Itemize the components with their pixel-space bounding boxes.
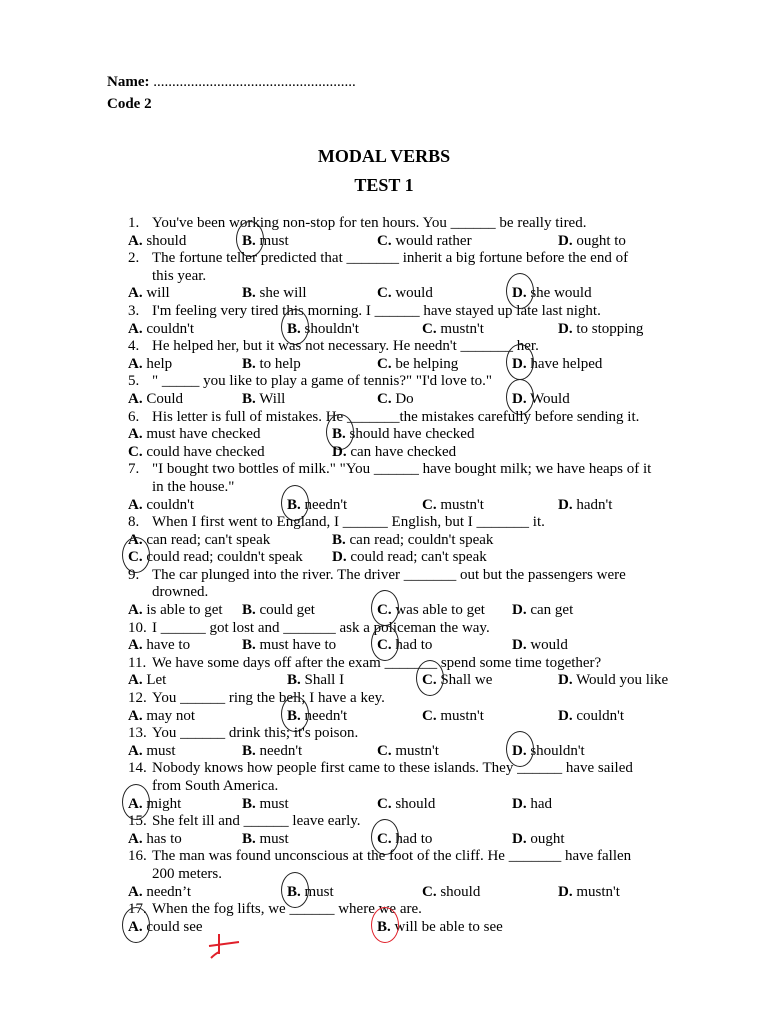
option-letter: C. (377, 830, 392, 847)
option-letter: B. (377, 918, 391, 935)
question-text: 200 meters. (152, 865, 222, 882)
option-letter: C. (422, 496, 437, 513)
option-letter: B. (242, 602, 256, 619)
option-letter: D. (512, 285, 527, 302)
option-text: should have checked (345, 426, 475, 443)
answer-option[interactable] (512, 391, 570, 409)
option-letter: C. (377, 602, 392, 619)
option-letter: D. (332, 549, 347, 566)
option-letter: D. (512, 390, 527, 407)
answer-options-row (0, 356, 768, 374)
question-number: 6. (128, 408, 140, 425)
option-text: needn’t (142, 883, 192, 900)
answer-option[interactable] (377, 233, 472, 251)
answer-option[interactable] (512, 831, 565, 849)
answer-options-row (0, 549, 768, 567)
answer-option[interactable] (512, 796, 552, 814)
option-letter: A. (128, 496, 143, 513)
answer-option[interactable] (128, 637, 190, 655)
question-number: 14. (128, 760, 147, 777)
question-number: 17. (128, 901, 147, 918)
option-text: needn't (255, 742, 303, 759)
answer-options-row (0, 285, 768, 303)
question-number: 11. (128, 654, 147, 671)
answer-option[interactable] (332, 426, 474, 444)
option-text: mustn't (436, 496, 484, 513)
option-letter: A. (128, 232, 143, 249)
answer-option[interactable] (128, 884, 191, 902)
option-letter: B. (287, 883, 301, 900)
option-letter: D. (558, 672, 573, 689)
option-letter: B. (242, 637, 256, 654)
question-text: I ______ got lost and _______ ask a policeman the way. (152, 619, 490, 636)
question-text: His letter is full of mistakes. He _______the mistakes carefully before sending it. (152, 408, 640, 425)
option-letter: B. (242, 285, 256, 302)
answer-option[interactable] (332, 532, 493, 550)
answer-option[interactable] (558, 321, 643, 339)
option-text: must have to (255, 637, 337, 654)
option-letter: D. (558, 707, 573, 724)
question-line (0, 338, 768, 356)
option-text: might (142, 795, 182, 812)
option-letter: A. (128, 320, 143, 337)
question-number: 4. (128, 338, 140, 355)
option-text: will (142, 285, 170, 302)
option-text: to help (255, 355, 301, 372)
question-text: He helped her, but it was not necessary. He needn't _______ her. (152, 338, 539, 355)
option-text: would rather (391, 232, 472, 249)
option-letter: B. (242, 355, 256, 372)
answer-options-row (0, 708, 768, 726)
answer-option[interactable] (377, 602, 485, 620)
answer-option[interactable] (422, 497, 484, 515)
option-letter: C. (377, 355, 392, 372)
option-text: Shall we (436, 672, 493, 689)
option-text: Shall I (300, 672, 345, 689)
option-text: Let (142, 672, 167, 689)
option-letter: C. (377, 232, 392, 249)
question-number: 12. (128, 690, 147, 707)
option-letter: A. (128, 531, 143, 548)
question-line-continued (0, 778, 768, 796)
option-text: ought to (572, 232, 626, 249)
option-letter: B. (332, 531, 346, 548)
question-line (0, 760, 768, 778)
option-letter: D. (332, 443, 347, 460)
option-text: shouldn't (526, 742, 585, 759)
answer-options-row (0, 919, 768, 937)
option-text: help (142, 355, 173, 372)
answer-option[interactable] (422, 708, 484, 726)
option-text: shouldn't (300, 320, 359, 337)
answer-option[interactable] (377, 831, 432, 849)
option-text: should (391, 795, 436, 812)
answer-option[interactable] (377, 796, 435, 814)
option-text: Do (391, 390, 414, 407)
option-letter: A. (128, 602, 143, 619)
answer-option[interactable] (128, 321, 194, 339)
answer-option[interactable] (128, 532, 270, 550)
option-text: needn't (300, 496, 348, 513)
option-letter: C. (128, 443, 143, 460)
option-text: she would (526, 285, 592, 302)
answer-option[interactable] (512, 637, 568, 655)
answer-option[interactable] (128, 285, 170, 303)
answer-option[interactable] (128, 796, 181, 814)
option-letter: B. (332, 426, 346, 443)
option-letter: C. (377, 285, 392, 302)
answer-option[interactable] (558, 884, 620, 902)
option-text: must (142, 742, 176, 759)
code-label: Code 2 (107, 96, 152, 112)
option-text: should (142, 232, 187, 249)
question-number: 5. (128, 373, 140, 390)
option-letter: D. (512, 355, 527, 372)
option-letter: C. (422, 883, 437, 900)
option-letter: A. (128, 285, 143, 302)
option-text: can have checked (346, 443, 457, 460)
question-text: " _____ you like to play a game of tennis?" "I'd love to." (152, 373, 493, 390)
option-letter: A. (128, 426, 143, 443)
option-text: have to (142, 637, 191, 654)
answer-option[interactable] (332, 549, 487, 567)
option-letter: A. (128, 707, 143, 724)
option-letter: A. (128, 795, 143, 812)
answer-option[interactable] (512, 602, 573, 620)
answer-option[interactable] (287, 321, 359, 339)
option-letter: D. (558, 496, 573, 513)
question-text: Nobody knows how people first came to these islands. They ______ have sailed (152, 760, 633, 777)
question-line (0, 690, 768, 708)
answer-option[interactable] (377, 391, 414, 409)
question-line (0, 725, 768, 743)
question-number: 9. (128, 566, 140, 583)
question-text: You ______ drink this; it's poison. (152, 725, 359, 742)
option-text: Would you like (572, 672, 669, 689)
question-line (0, 373, 768, 391)
option-text: have helped (526, 355, 603, 372)
answer-options-row (0, 532, 768, 550)
answer-option[interactable] (512, 356, 602, 374)
answer-option[interactable] (422, 321, 484, 339)
question-text: You ______ ring the bell; I have a key. (152, 690, 385, 707)
answer-option[interactable] (128, 549, 303, 567)
answer-options-row (0, 497, 768, 515)
option-text: had to (391, 830, 433, 847)
question-text: in the house." (152, 478, 235, 495)
answer-option[interactable] (377, 743, 439, 761)
option-letter: D. (512, 795, 527, 812)
answer-option[interactable] (422, 672, 492, 690)
question-text: You've been working non-stop for ten hours. You ______ be really tired. (152, 215, 587, 231)
question-text: The car plunged into the river. The driver _______ out but the passengers were (152, 566, 626, 583)
answer-option[interactable] (377, 637, 432, 655)
answer-options-row (0, 444, 768, 462)
option-letter: C. (422, 672, 437, 689)
option-letter: A. (128, 918, 143, 935)
answer-option[interactable] (128, 743, 176, 761)
option-letter: D. (512, 830, 527, 847)
option-text: be helping (391, 355, 459, 372)
option-letter: C. (377, 742, 392, 759)
question-line (0, 813, 768, 831)
question-number: 16. (128, 848, 147, 865)
answer-option[interactable] (128, 708, 195, 726)
question-number: 7. (128, 461, 140, 478)
question-text: drowned. (152, 584, 209, 601)
option-text: has to (142, 830, 182, 847)
answer-option[interactable] (558, 672, 668, 690)
question-text: I'm feeling very tired this morning. I ______ have stayed up late last night. (152, 302, 601, 319)
question-text: from South America. (152, 778, 279, 794)
question-line-continued (0, 584, 768, 602)
question-number: 2. (128, 250, 140, 267)
option-text: would (526, 637, 568, 654)
question-number: 3. (128, 302, 140, 319)
answer-option[interactable] (242, 356, 301, 374)
option-text: had (526, 795, 553, 812)
question-text: "I bought two bottles of milk." "You ______ have bought milk; we have heaps of it (152, 461, 652, 478)
option-text: can read; couldn't speak (345, 531, 494, 548)
question-line (0, 461, 768, 479)
option-text: ought (526, 830, 565, 847)
option-text: she will (255, 285, 307, 302)
answer-options-row (0, 233, 768, 251)
option-letter: C. (377, 795, 392, 812)
answer-option[interactable] (128, 497, 194, 515)
answer-option[interactable] (287, 672, 344, 690)
option-text: must have checked (142, 426, 261, 443)
option-letter: D. (558, 883, 573, 900)
question-line (0, 620, 768, 638)
option-text: must (255, 795, 289, 812)
question-text: When the fog lifts, we ______ where we are. (152, 901, 422, 918)
question-line (0, 655, 768, 673)
option-letter: C. (422, 707, 437, 724)
answer-options-row (0, 796, 768, 814)
option-letter: A. (128, 830, 143, 847)
answer-options-row (0, 672, 768, 690)
question-line (0, 215, 768, 233)
answer-option[interactable] (128, 356, 172, 374)
question-text: When I first went to England, I ______ English, but I _______ it. (152, 514, 545, 531)
option-letter: A. (128, 883, 143, 900)
option-text: can get (526, 602, 574, 619)
name-label: Name: (107, 74, 150, 90)
option-text: could read; couldn't speak (142, 549, 303, 566)
question-text: The man was found unconscious at the foot of the cliff. He _______ have fallen (152, 848, 632, 865)
answer-option[interactable] (242, 796, 289, 814)
option-letter: A. (128, 355, 143, 372)
question-line (0, 409, 768, 427)
option-text: had to (391, 637, 433, 654)
question-line-continued (0, 479, 768, 497)
option-text: may not (142, 707, 196, 724)
answer-option[interactable] (558, 233, 626, 251)
option-text: will be able to see (390, 918, 503, 935)
option-text: mustn't (391, 742, 439, 759)
option-text: mustn't (572, 883, 620, 900)
answer-option[interactable] (242, 743, 302, 761)
answer-option[interactable] (512, 743, 585, 761)
option-letter: A. (128, 742, 143, 759)
answer-option[interactable] (242, 831, 289, 849)
option-text: must (255, 830, 289, 847)
option-letter: B. (242, 742, 256, 759)
option-text: could see (142, 918, 203, 935)
answer-option[interactable] (242, 602, 315, 620)
question-line (0, 848, 768, 866)
option-letter: B. (242, 232, 256, 249)
option-letter: D. (512, 742, 527, 759)
answer-option[interactable] (377, 919, 503, 937)
question-text: The fortune teller predicted that _______ inherit a big fortune before the end of (152, 250, 629, 267)
option-text: mustn't (436, 707, 484, 724)
option-text: couldn't (572, 707, 625, 724)
option-letter: A. (128, 390, 143, 407)
answer-option[interactable] (128, 672, 166, 690)
question-list (0, 215, 768, 936)
name-dots: ...................................................... (153, 74, 356, 90)
option-letter: C. (377, 637, 392, 654)
answer-option[interactable] (242, 285, 307, 303)
question-number: 1. (128, 215, 140, 231)
option-letter: C. (422, 320, 437, 337)
option-text: could read; can't speak (346, 549, 487, 566)
answer-option[interactable] (377, 356, 458, 374)
question-line-continued (0, 268, 768, 286)
question-text: We have some days off after the exam _______ spend some time together? (152, 654, 602, 671)
question-line (0, 901, 768, 919)
question-number: 13. (128, 725, 147, 742)
option-text: could have checked (142, 443, 265, 460)
answer-options-row (0, 321, 768, 339)
answer-option[interactable] (287, 884, 334, 902)
answer-option[interactable] (558, 708, 624, 726)
option-text: Will (255, 390, 286, 407)
name-line (107, 74, 356, 91)
question-line-continued (0, 866, 768, 884)
question-number: 8. (128, 514, 140, 531)
option-text: couldn't (142, 496, 195, 513)
option-letter: D. (512, 602, 527, 619)
question-line (0, 250, 768, 268)
option-text: can read; can't speak (142, 531, 271, 548)
option-letter: A. (128, 637, 143, 654)
answer-options-row (0, 426, 768, 444)
answer-option[interactable] (128, 831, 182, 849)
option-letter: B. (287, 672, 301, 689)
option-text: mustn't (436, 320, 484, 337)
option-letter: B. (287, 707, 301, 724)
answer-option[interactable] (287, 497, 347, 515)
answer-option[interactable] (128, 602, 223, 620)
answer-option[interactable] (422, 884, 480, 902)
test-title: MODAL VERBS (317, 146, 451, 166)
answer-options-row (0, 743, 768, 761)
option-text: is able to get (142, 602, 223, 619)
answer-option[interactable] (242, 391, 285, 409)
option-letter: B. (242, 830, 256, 847)
question-text: this year. (152, 267, 207, 284)
question-number: 10. (128, 619, 147, 636)
option-letter: A. (128, 672, 143, 689)
option-letter: C. (377, 390, 392, 407)
question-number: 15. (128, 813, 147, 830)
answer-options-row (0, 602, 768, 620)
option-letter: B. (287, 320, 301, 337)
option-text: would (391, 285, 433, 302)
answer-option[interactable] (128, 391, 183, 409)
option-letter: C. (128, 549, 143, 566)
question-line (0, 567, 768, 585)
answer-option[interactable] (242, 637, 336, 655)
option-text: hadn't (572, 496, 613, 513)
option-text: needn't (300, 707, 348, 724)
red-grade-mark (205, 932, 245, 962)
answer-options-row (0, 637, 768, 655)
option-letter: D. (512, 637, 527, 654)
question-text: She felt ill and ______ leave early. (152, 813, 361, 830)
question-line (0, 514, 768, 532)
option-letter: B. (242, 795, 256, 812)
answer-option[interactable] (287, 708, 347, 726)
option-text: could get (255, 602, 315, 619)
answer-options-row (0, 391, 768, 409)
answer-option[interactable] (128, 426, 260, 444)
option-letter: D. (558, 320, 573, 337)
answer-option[interactable] (332, 444, 456, 462)
answer-option[interactable] (558, 497, 612, 515)
option-text: was able to get (391, 602, 485, 619)
option-text: to stopping (572, 320, 644, 337)
option-text: should (436, 883, 481, 900)
option-text: Could (142, 390, 184, 407)
answer-option[interactable] (512, 285, 592, 303)
test-subtitle: TEST 1 (354, 175, 414, 195)
answer-option[interactable] (242, 233, 289, 251)
option-text: must (255, 232, 289, 249)
question-line (0, 303, 768, 321)
option-text: must (300, 883, 334, 900)
answer-option[interactable] (128, 444, 265, 462)
answer-options-row (0, 884, 768, 902)
answer-option[interactable] (377, 285, 433, 303)
option-letter: B. (287, 496, 301, 513)
answer-options-row (0, 831, 768, 849)
option-text: couldn't (142, 320, 195, 337)
option-letter: D. (558, 232, 573, 249)
option-letter: B. (242, 390, 256, 407)
answer-option[interactable] (128, 233, 186, 251)
option-text: Would (526, 390, 570, 407)
answer-option[interactable] (128, 919, 203, 937)
